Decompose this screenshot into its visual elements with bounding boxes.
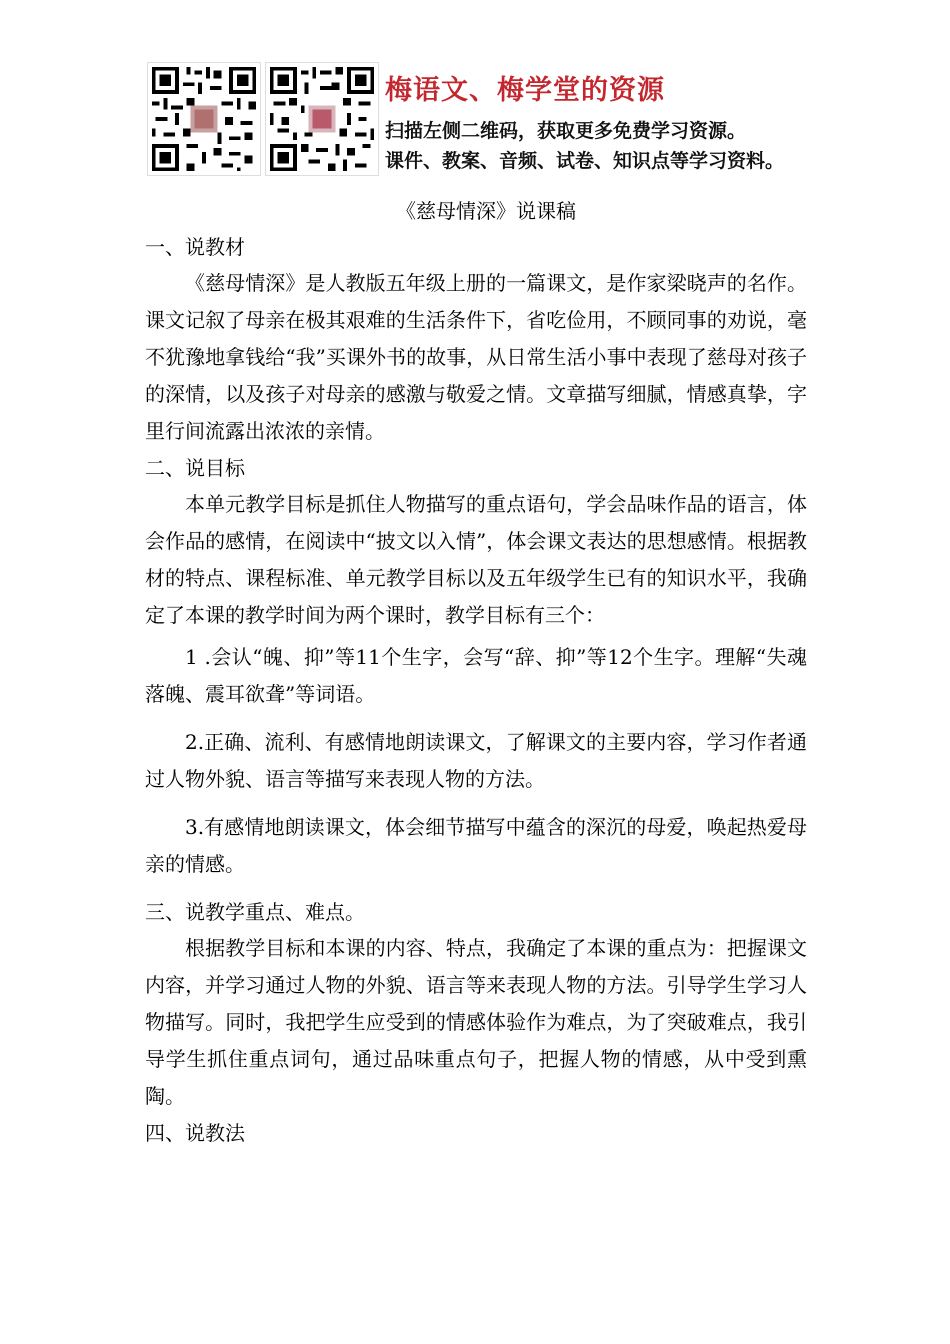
qr-code-left[interactable] bbox=[147, 62, 261, 176]
paragraph-textbook: 《慈母情深》是人教版五年级上册的一篇课文，是作家梁晓声的名作。课文记叙了母亲在极其艰难的生活条件下，省吃俭用，不顾同事的劝说，毫不犹豫地拿钱给“我”买课外书的故事，从日常生活小事中表现了慈母对孩子的深情，以及孩子对母亲的感激与敬爱之情。文章描写细腻，情感真挚，字里行间流露出浓浓的亲情。 bbox=[145, 271, 807, 443]
section-heading-objectives: 二、说目标 bbox=[145, 456, 245, 480]
objective-item-1: 1 .会认“魄、抑”等11个生字，会写“辞、抑”等12个生字。理解“失魂落魄、震耳欲聋”等词语。 bbox=[145, 645, 807, 706]
paragraph-key-points: 根据教学目标和本课的内容、特点，我确定了本课的重点为：把握课文内容，并学习通过人物的外貌、语言等来表现人物的方法。引导学生学习人物描写。同时，我把学生应受到的情感体验作为难点，为了突破难点，我引导学生抓住重点词句，通过品味重点句子，把握人物的情感，从中受到熏陶。 bbox=[145, 936, 807, 1108]
section-heading-textbook: 一、说教材 bbox=[145, 235, 245, 259]
document-title: 《慈母情深》说课稿 bbox=[396, 199, 576, 223]
qr-code-right[interactable] bbox=[265, 62, 379, 176]
section-heading-key-points: 三、说教学重点、难点。 bbox=[145, 900, 365, 924]
resource-banner bbox=[147, 58, 827, 178]
document-body bbox=[145, 193, 807, 1151]
objective-item-3: 3.有感情地朗读课文，体会细节描写中蕴含的深沉的母爱，唤起热爱母亲的情感。 bbox=[145, 815, 807, 876]
objective-item-2: 2.正确、流利、有感情地朗读课文，了解课文的主要内容，学习作者通过人物外貌、语言等描写来表现人物的方法。 bbox=[145, 730, 807, 791]
banner-subtitle-2: 课件、教案、音频、试卷、知识点等学习资料。 bbox=[385, 150, 785, 172]
banner-title: 梅语文、梅学堂的资源 bbox=[385, 75, 665, 106]
banner-subtitle-1: 扫描左侧二维码，获取更多免费学习资源。 bbox=[385, 120, 747, 142]
section-heading-teaching-methods: 四、说教法 bbox=[145, 1121, 245, 1145]
paragraph-objectives: 本单元教学目标是抓住人物描写的重点语句，学会品味作品的语言，体会作品的感情，在阅读中“披文以入情”，体会课文表达的思想感情。根据教材的特点、课程标准、单元教学目标以及五年级学生已有的知识水平，我确定了本课的教学时间为两个课时，教学目标有三个： bbox=[145, 492, 807, 627]
